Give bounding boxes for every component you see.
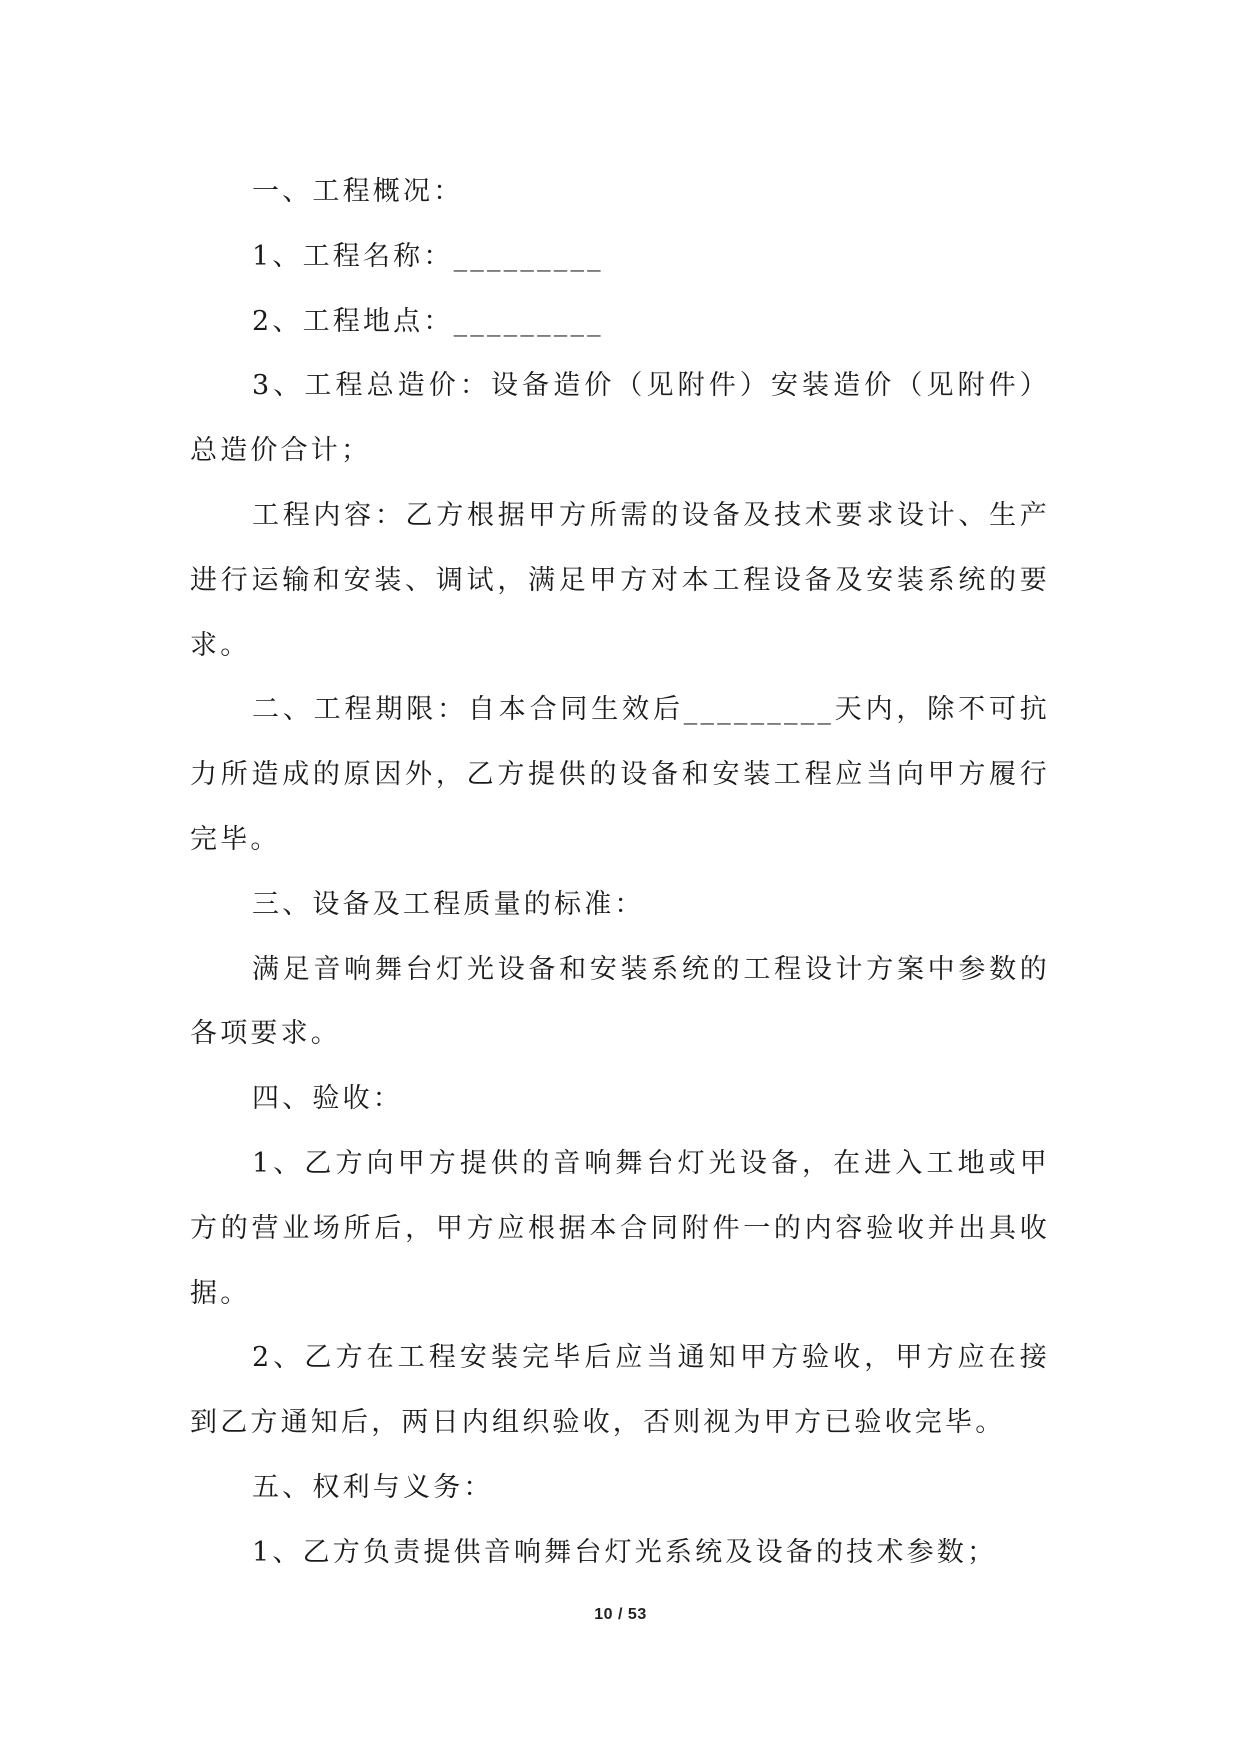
paragraph-acceptance-1: 1、乙方向甲方提供的音响舞台灯光设备，在进入工地或甲方的营业场所后，甲方应根据本合同附件一的内容验收并出具收据。 — [190, 1147, 1050, 1309]
page-number: 10 / 53 — [594, 1606, 647, 1623]
section-heading-acceptance: 四、验收： — [252, 1083, 403, 1115]
document-body — [190, 160, 1050, 1586]
paragraph-rights-1: 1、乙方负责提供音响舞台灯光系统及设备的技术参数； — [252, 1536, 998, 1568]
paragraph-total-cost: 3、工程总造价：设备造价（见附件）安装造价（见附件）总造价合计； — [190, 370, 1050, 467]
section-heading-rights-obligations: 五、权利与义务： — [252, 1471, 494, 1503]
paragraph-acceptance-2: 2、乙方在工程安装完毕后应当通知甲方验收，甲方应在接到乙方通知后，两日内组织验收，否则视为甲方已验收完毕。 — [190, 1342, 1050, 1439]
section-heading-project-overview: 一、工程概况： — [252, 176, 464, 207]
paragraph-quality-standard: 满足音响舞台灯光设备和安装系统的工程设计方案中参数的各项要求。 — [190, 953, 1050, 1050]
paragraph-project-content: 工程内容：乙方根据甲方所需的设备及技术要求设计、生产进行运输和安装、调试，满足甲方对本工程设备及安装系统的要求。 — [190, 499, 1050, 661]
paragraph-project-period: 二、工程期限：自本合同生效后_________天内，除不可抗力所造成的原因外，乙方提供的设备和安装工程应当向甲方履行完毕。 — [190, 694, 1050, 855]
paragraph-project-name: 1、工程名称：_________ — [252, 240, 604, 272]
section-heading-quality-standard: 三、设备及工程质量的标准： — [252, 888, 645, 920]
paragraph-project-location: 2、工程地点：_________ — [252, 305, 604, 337]
